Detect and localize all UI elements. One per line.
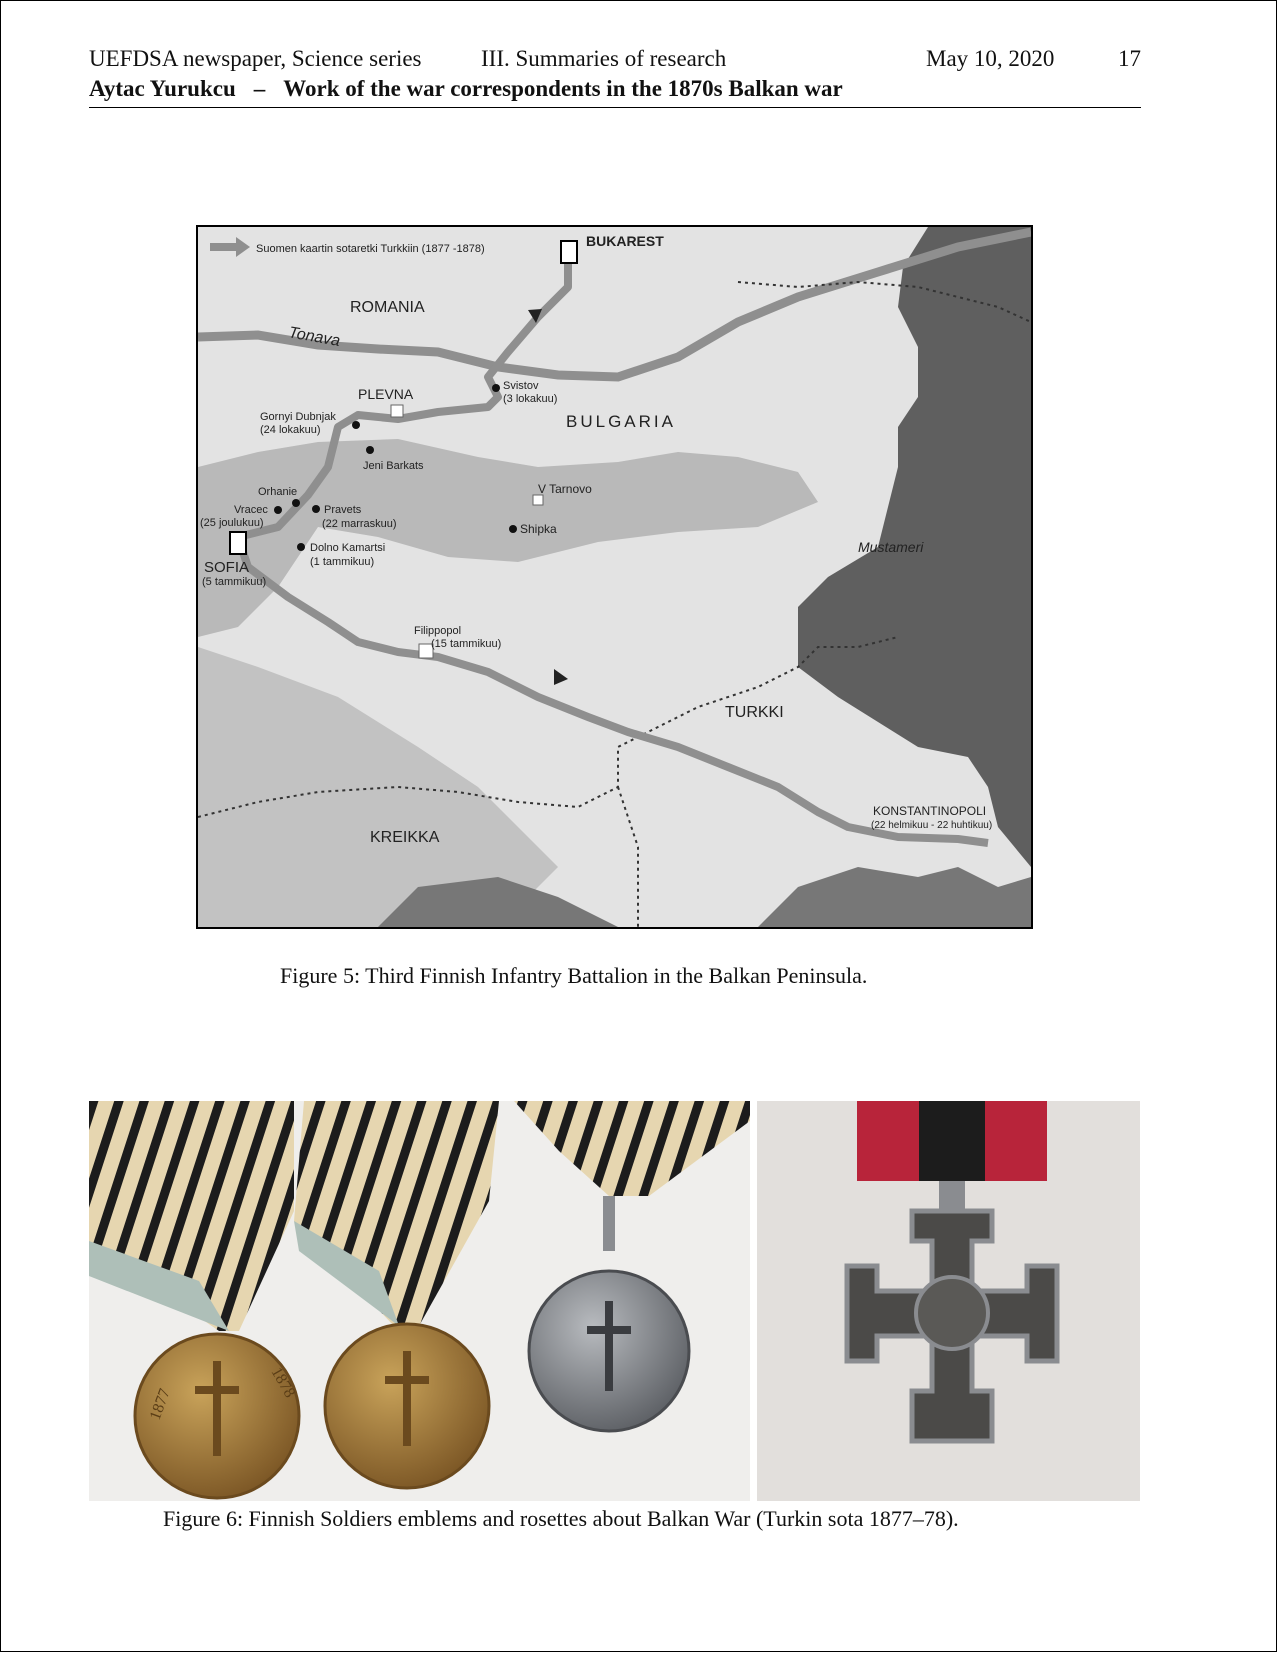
dot-pravets [312, 505, 320, 513]
label-filippopol: Filippopol [414, 625, 462, 637]
header-meta-row [89, 44, 1141, 74]
marker-tarnovo [533, 495, 543, 505]
label-bulgaria: BULGARIA [566, 412, 676, 431]
label-gornyi: Gornyi Dubnjak [260, 411, 336, 423]
label-konstantinopoli: KONSTANTINOPOLI [873, 804, 987, 818]
dot-jeni [366, 446, 374, 454]
ribbon-3 [514, 1101, 750, 1196]
article-title-line [89, 74, 1141, 104]
dot-gornyi [352, 421, 360, 429]
label-dolno: Dolno Kamartsi [310, 542, 386, 554]
label-vracec: Vracec [234, 504, 268, 516]
marker-sofia [230, 532, 246, 554]
dot-svistov [492, 384, 500, 392]
label-gornyi-date: (24 lokakuu) [260, 424, 321, 436]
dot-orhanie [292, 499, 300, 507]
label-sofia-date: (5 tammikuu) [202, 576, 267, 588]
marker-bukarest [561, 241, 577, 263]
header-rule [89, 107, 1141, 108]
article-title: Work of the war correspondents in the 1870s Balkan war [283, 76, 843, 101]
label-pravets: Pravets [324, 504, 362, 516]
label-romania: ROMANIA [350, 299, 425, 316]
page-number: 17 [1118, 46, 1141, 71]
cross-center-monogram [916, 1277, 988, 1349]
figure6-cross-photo [757, 1101, 1140, 1501]
label-turkki: TURKKI [725, 704, 784, 721]
issue-date: May 10, 2020 [926, 46, 1055, 71]
ribbon-2 [294, 1101, 499, 1326]
label-filippopol-date: (15 tammikuu) [431, 638, 502, 650]
label-plevna: PLEVNA [358, 386, 414, 402]
label-mustameri: Mustameri [858, 539, 924, 555]
medal-1-year-left: 1877 [146, 1386, 174, 1423]
medal-3-loop [603, 1196, 615, 1251]
journal-name: UEFDSA newspaper, Science series [89, 46, 422, 71]
label-sofia: SOFIA [204, 559, 250, 576]
label-dolno-date: (1 tammikuu) [310, 556, 375, 568]
map-canvas [198, 227, 1031, 927]
title-dash: – [253, 76, 266, 101]
dot-shipka [509, 525, 517, 533]
medal-1-year-right: 1878 [267, 1364, 299, 1401]
label-bukarest: BUKAREST [586, 233, 664, 249]
running-header [89, 44, 1141, 104]
label-shipka: Shipka [520, 522, 557, 536]
label-pravets-date: (22 marraskuu) [322, 518, 397, 530]
cross-ring [939, 1181, 965, 1211]
label-orhanie: Orhanie [258, 486, 298, 498]
figure5-caption: Figure 5: Third Finnish Infantry Battalion in the Balkan Peninsula. [280, 963, 868, 988]
label-svistov-date: (3 lokakuu) [503, 393, 558, 405]
label-vracec-date: (25 joulukuu) [200, 517, 264, 529]
author-name: Aytac Yurukcu [89, 76, 236, 101]
label-jeni: Jeni Barkats [363, 460, 424, 472]
label-tarnovo: V Tarnovo [538, 482, 592, 496]
figure6-medals-photo [89, 1101, 750, 1501]
dot-dolno [297, 543, 305, 551]
label-tonava: Tonava [287, 324, 342, 350]
figure6-caption: Figure 6: Finnish Soldiers emblems and rosettes about Balkan War (Turkin sota 1877–78). [163, 1506, 959, 1531]
map-legend: Suomen kaartin sotaretki Turkkiin (1877 -1878) [256, 243, 485, 255]
label-svistov: Svistov [503, 380, 539, 392]
label-konstantinopoli-date: (22 helmikuu - 22 huhtikuu) [871, 820, 993, 831]
cross-photo-canvas [757, 1101, 1140, 1501]
medals-photo-canvas [89, 1101, 750, 1501]
section-name: III. Summaries of research [481, 46, 727, 71]
label-kreikka: KREIKKA [370, 829, 440, 846]
dot-vracec [274, 506, 282, 514]
marker-plevna [391, 405, 403, 417]
cross-ribbon-stripe [919, 1101, 985, 1181]
figure5-map [196, 225, 1033, 929]
